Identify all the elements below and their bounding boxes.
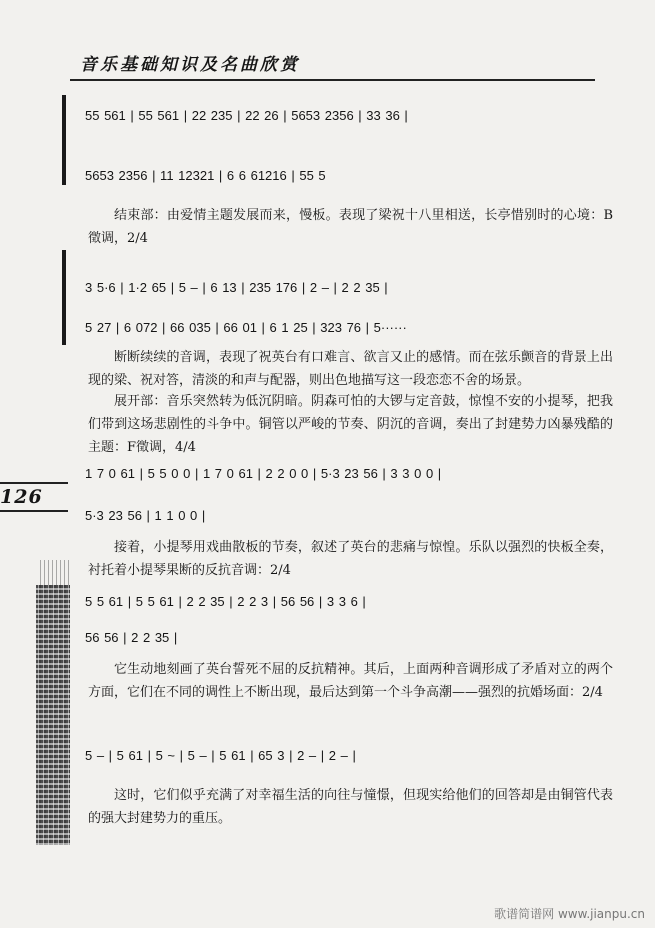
paragraph-development: 展开部：音乐突然转为低沉阴暗。阴森可怕的大锣与定音鼓，惊惶不安的小提琴，把我们带到这场悲剧性的斗争中。铜管以严峻的节奏、阴沉的音调，奏出了封建势力凶暴残酷的主题：F徵调，4/4	[88, 394, 613, 455]
score-line-8: 56 56 | 2 2 35 |	[85, 630, 178, 645]
score-line-7: 5 5 61 | 5 5 61 | 2 2 35 | 2 2 3 | 56 56 | 3 3 6 |	[85, 594, 366, 609]
page-number: 126	[0, 486, 43, 508]
score-line-5: 1 7 0 61 | 5 5 0 0 | 1 7 0 61 | 2 2 0 0 | 5·3 23 56 | 3 3 0 0 |	[85, 466, 442, 481]
paragraph-resistance: 它生动地刻画了英台誓死不屈的反抗精神。其后，上面两种音调形成了矛盾对立的两个方面，它们在不同的调性上不断出现，最后达到第一个斗争高潮——强烈的抗婚场面：2/4	[88, 662, 613, 700]
edge-texture	[36, 585, 70, 845]
paragraph-pressure: 这时，它们似乎充满了对幸福生活的向往与憧憬，但现实给他们的回答却是由铜管代表的强大封建势力的重压。	[88, 788, 613, 826]
margin-bar-top	[62, 95, 66, 185]
paragraph-coda: 结束部：由爱情主题发展而来，慢板。表现了梁祝十八里相送，长亭惜别时的心境：B徵调，2/4	[88, 208, 613, 246]
score-line-9: 5 – | 5 61 | 5 ~ | 5 – | 5 61 | 65 3 | 2 – | 2 – |	[85, 748, 356, 763]
page-number-rule-bottom	[0, 510, 68, 512]
score-line-2: 5653 2356 | 11 12321 | 6 6 61216 | 55 5	[85, 168, 326, 183]
page-number-rule-top	[0, 482, 68, 484]
score-line-6: 5·3 23 56 | 1 1 0 0 |	[85, 508, 206, 523]
header-rule	[70, 79, 595, 81]
score-line-4: 5 27 | 6 072 | 66 035 | 66 01 | 6 1 25 | 323 76 | 5······	[85, 320, 407, 335]
score-line-3: 3 5·6 | 1·2 65 | 5 – | 6 13 | 235 176 | 2 – | 2 2 35 |	[85, 280, 388, 295]
score-line-1: 55 561 | 55 561 | 22 235 | 22 26 | 5653 2356 | 33 36 |	[85, 108, 408, 123]
margin-bar-middle	[62, 250, 66, 345]
paragraph-dialogue: 断断续续的音调，表现了祝英台有口难言、欲言又止的感情。而在弦乐颤音的背景上出现的梁、祝对答，清淡的和声与配器，则出色地描写这一段恋恋不舍的场景。	[88, 350, 613, 388]
running-header: 音乐基础知识及名曲欣赏	[80, 55, 300, 75]
watermark: 歌谱简谱网 www.jianpu.cn	[494, 907, 645, 921]
paragraph-violin: 接着，小提琴用戏曲散板的节奏，叙述了英台的悲痛与惊惶。乐队以强烈的快板全奏，衬托着小提琴果断的反抗音调：2/4	[88, 540, 613, 578]
